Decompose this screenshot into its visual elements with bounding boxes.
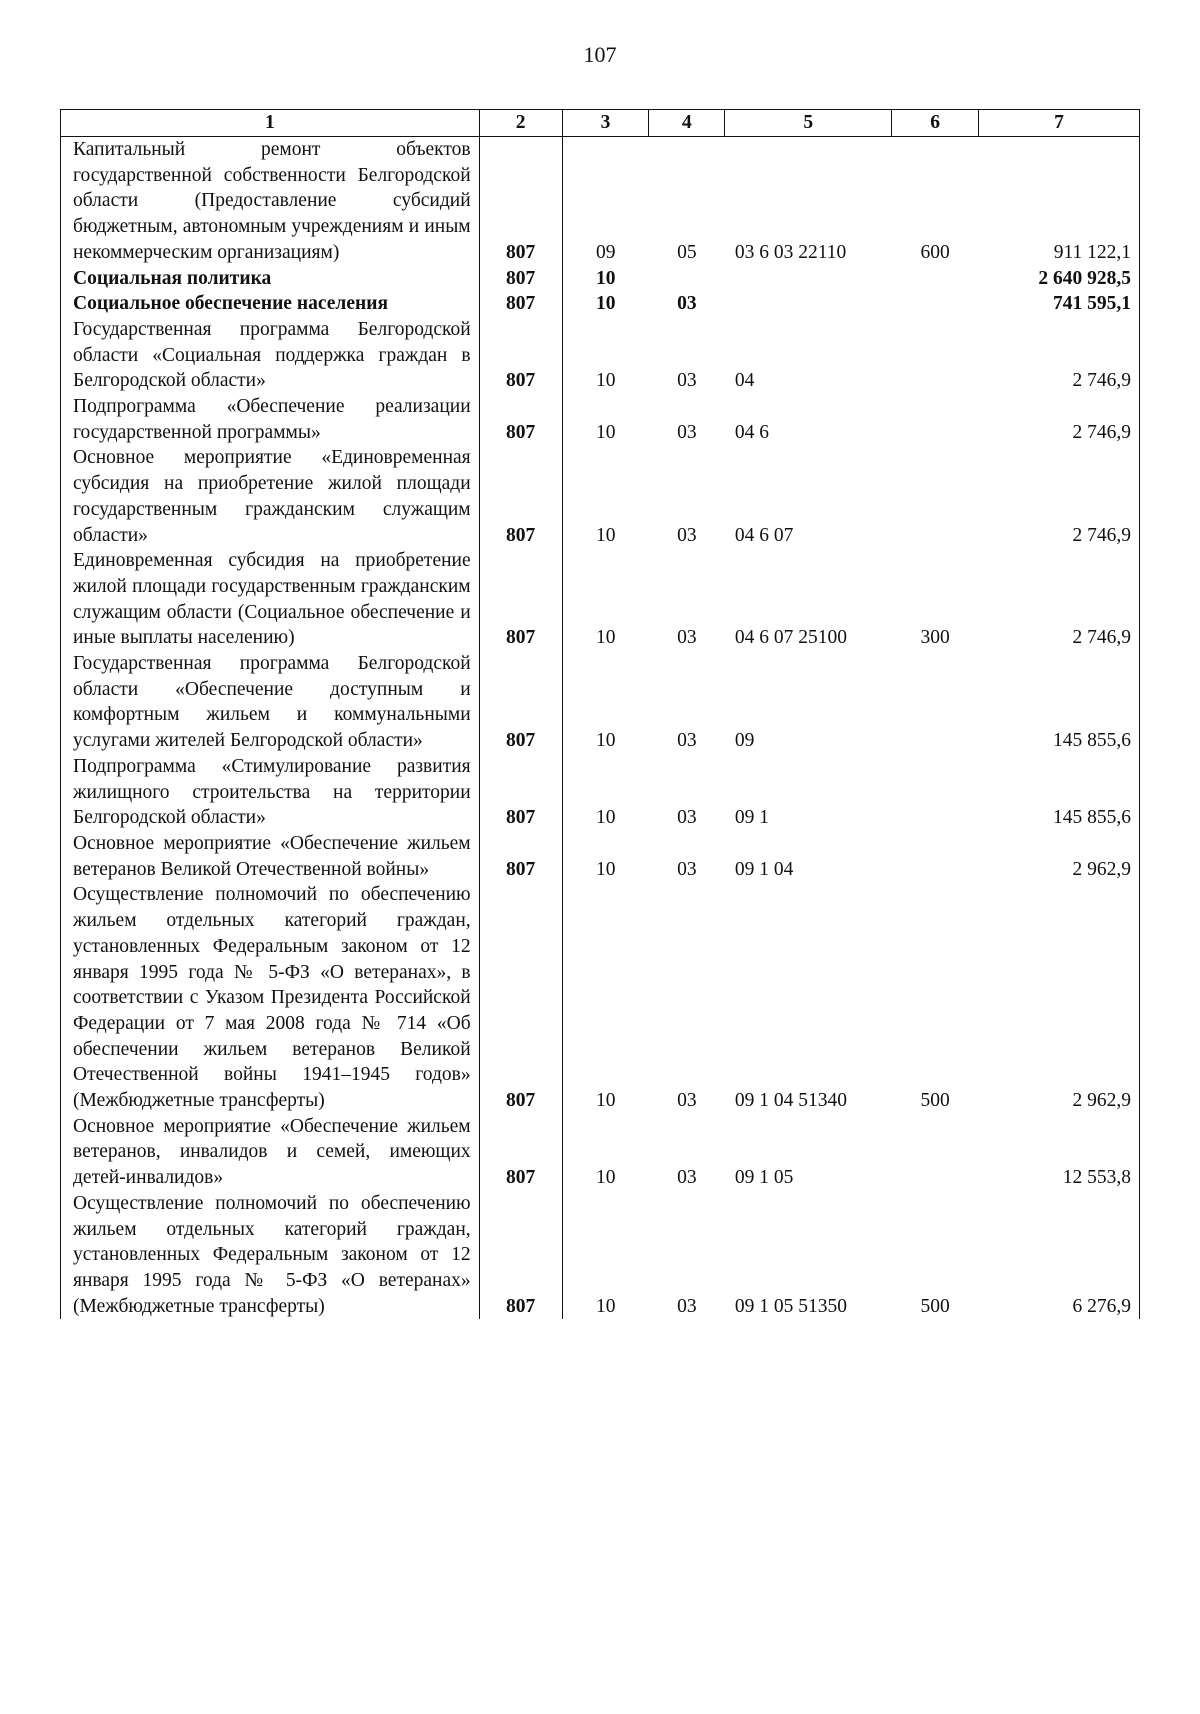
row-subsection: 03 bbox=[677, 293, 697, 315]
table-row bbox=[61, 1191, 1140, 1320]
row-expense-type bbox=[892, 291, 979, 317]
budget-table bbox=[60, 109, 1140, 1319]
row-amount: 2 640 928,5 bbox=[979, 266, 1140, 292]
row-expense-type: 300 bbox=[920, 627, 950, 649]
row-grbs: 807 bbox=[479, 1191, 562, 1320]
row-target-article: 09 bbox=[734, 730, 755, 752]
row-section: 10 bbox=[596, 524, 616, 546]
row-target-article: 09 1 05 51350 bbox=[734, 1295, 847, 1317]
row-name: Основное мероприятие «Единовременная субсидия на приобретение жилой площади государственным гражданским служащим области» bbox=[61, 445, 480, 548]
row-section: 10 bbox=[596, 370, 616, 392]
row-section: 10 bbox=[596, 807, 616, 829]
table-row bbox=[61, 548, 1140, 651]
row-expense-type bbox=[892, 394, 979, 445]
row-name: Осуществление полномочий по обеспечению жильем отдельных категорий граждан, установленных Федеральным законом от 12 января 1995 года № 5-ФЗ «О ветеранах» (Межбюджетные трансферты) bbox=[61, 1191, 480, 1320]
row-target-article: 09 1 bbox=[734, 807, 769, 829]
header-col-5: 5 bbox=[725, 110, 892, 137]
page-number: 107 bbox=[583, 42, 617, 67]
table-row bbox=[61, 137, 1140, 266]
row-amount: 2 962,9 bbox=[979, 882, 1140, 1113]
row-target-article: 04 6 bbox=[734, 421, 769, 443]
header-col-3: 3 bbox=[562, 110, 649, 137]
header-col-2: 2 bbox=[479, 110, 562, 137]
row-expense-type bbox=[892, 1114, 979, 1191]
table-row bbox=[61, 317, 1140, 394]
table-row bbox=[61, 394, 1140, 445]
table-row bbox=[61, 651, 1140, 754]
row-name: Социальная политика bbox=[61, 266, 480, 292]
row-target-article: 09 1 04 bbox=[734, 858, 794, 880]
row-expense-type bbox=[892, 266, 979, 292]
row-name: Социальное обеспечение населения bbox=[61, 291, 480, 317]
row-grbs: 807 bbox=[479, 831, 562, 882]
row-target-article: 03 6 03 22110 bbox=[734, 241, 847, 263]
row-grbs: 807 bbox=[479, 317, 562, 394]
row-amount: 2 746,9 bbox=[979, 548, 1140, 651]
row-section: 10 bbox=[596, 421, 616, 443]
row-expense-type: 500 bbox=[920, 1090, 950, 1112]
header-col-7: 7 bbox=[979, 110, 1140, 137]
row-name: Осуществление полномочий по обеспечению жильем отдельных категорий граждан, установленных Федеральным законом от 12 января 1995 года № 5-ФЗ «О ветеранах», в соответствии с Указом Президента Российской Федерации от 7 мая 2008 года № 714 «Об обеспечении жильем ветеранов Великой Отечественной войны 1941–1945 годов» (Межбюджетные трансферты) bbox=[61, 882, 480, 1113]
row-grbs: 807 bbox=[479, 137, 562, 266]
row-subsection: 03 bbox=[677, 730, 697, 752]
row-grbs: 807 bbox=[479, 548, 562, 651]
row-name: Единовременная субсидия на приобретение жилой площади государственным гражданским служащим области (Социальное обеспечение и иные выплаты населению) bbox=[61, 548, 480, 651]
row-amount: 2 962,9 bbox=[979, 831, 1140, 882]
row-name: Подпрограмма «Обеспечение реализации государственной программы» bbox=[61, 394, 480, 445]
row-name: Подпрограмма «Стимулирование развития жилищного строительства на территории Белгородской области» bbox=[61, 754, 480, 831]
row-expense-type bbox=[892, 831, 979, 882]
table-row bbox=[61, 1114, 1140, 1191]
row-section: 10 bbox=[596, 627, 616, 649]
row-amount: 12 553,8 bbox=[979, 1114, 1140, 1191]
table-row bbox=[61, 291, 1140, 317]
row-section: 10 bbox=[596, 1090, 616, 1112]
row-subsection: 03 bbox=[677, 421, 697, 443]
row-subsection: 03 bbox=[677, 627, 697, 649]
header-col-1: 1 bbox=[61, 110, 480, 137]
row-amount: 2 746,9 bbox=[979, 394, 1140, 445]
row-target-article: 09 1 05 bbox=[734, 1167, 794, 1189]
row-target-article: 04 6 07 25100 bbox=[734, 627, 847, 649]
row-grbs: 807 bbox=[479, 1114, 562, 1191]
row-amount: 911 122,1 bbox=[979, 137, 1140, 266]
row-target-article bbox=[725, 266, 892, 292]
row-section: 10 bbox=[596, 267, 616, 289]
row-amount: 145 855,6 bbox=[979, 651, 1140, 754]
row-grbs: 807 bbox=[479, 754, 562, 831]
row-grbs: 807 bbox=[479, 651, 562, 754]
row-expense-type: 600 bbox=[920, 241, 950, 263]
table-row bbox=[61, 831, 1140, 882]
row-section: 10 bbox=[596, 730, 616, 752]
row-amount: 6 276,9 bbox=[979, 1191, 1140, 1320]
row-target-article: 04 6 07 bbox=[734, 524, 794, 546]
row-section: 10 bbox=[596, 1167, 616, 1189]
table-row bbox=[61, 445, 1140, 548]
row-name: Основное мероприятие «Обеспечение жильем ветеранов, инвалидов и семей, имеющих детей-инвалидов» bbox=[61, 1114, 480, 1191]
row-name: Капитальный ремонт объектов государственной собственности Белгородской области (Предоставление субсидий бюджетным, автономным учреждениям и иным некоммерческим организациям) bbox=[61, 137, 480, 266]
row-grbs: 807 bbox=[479, 291, 562, 317]
row-target-article: 09 1 04 51340 bbox=[734, 1090, 847, 1112]
table-body bbox=[61, 137, 1140, 1320]
row-name: Государственная программа Белгородской области «Социальная поддержка граждан в Белгородской области» bbox=[61, 317, 480, 394]
row-subsection bbox=[649, 266, 725, 292]
row-section: 10 bbox=[596, 1295, 616, 1317]
row-subsection: 03 bbox=[677, 858, 697, 880]
row-name: Основное мероприятие «Обеспечение жильем ветеранов Великой Отечественной войны» bbox=[61, 831, 480, 882]
row-section: 10 bbox=[596, 858, 616, 880]
table-row bbox=[61, 266, 1140, 292]
table-row bbox=[61, 882, 1140, 1113]
row-subsection: 03 bbox=[677, 1295, 697, 1317]
row-target-article bbox=[725, 291, 892, 317]
row-grbs: 807 bbox=[479, 394, 562, 445]
row-grbs: 807 bbox=[479, 266, 562, 292]
table-header-row bbox=[61, 110, 1140, 137]
row-subsection: 05 bbox=[677, 241, 697, 263]
row-amount: 2 746,9 bbox=[979, 445, 1140, 548]
row-target-article: 04 bbox=[734, 370, 755, 392]
row-subsection: 03 bbox=[677, 1090, 697, 1112]
header-col-6: 6 bbox=[892, 110, 979, 137]
row-subsection: 03 bbox=[677, 1167, 697, 1189]
row-subsection: 03 bbox=[677, 370, 697, 392]
row-grbs: 807 bbox=[479, 445, 562, 548]
table-row bbox=[61, 754, 1140, 831]
row-expense-type: 500 bbox=[920, 1295, 950, 1317]
row-expense-type bbox=[892, 317, 979, 394]
row-amount: 145 855,6 bbox=[979, 754, 1140, 831]
row-amount: 741 595,1 bbox=[979, 291, 1140, 317]
row-section: 09 bbox=[596, 241, 616, 263]
row-expense-type bbox=[892, 651, 979, 754]
row-amount: 2 746,9 bbox=[979, 317, 1140, 394]
row-grbs: 807 bbox=[479, 882, 562, 1113]
row-section: 10 bbox=[596, 293, 616, 315]
row-expense-type bbox=[892, 754, 979, 831]
header-col-4: 4 bbox=[649, 110, 725, 137]
row-subsection: 03 bbox=[677, 807, 697, 829]
row-expense-type bbox=[892, 445, 979, 548]
row-name: Государственная программа Белгородской области «Обеспечение доступным и комфортным жильем и коммунальными услугами жителей Белгородской области» bbox=[61, 651, 480, 754]
row-subsection: 03 bbox=[677, 524, 697, 546]
